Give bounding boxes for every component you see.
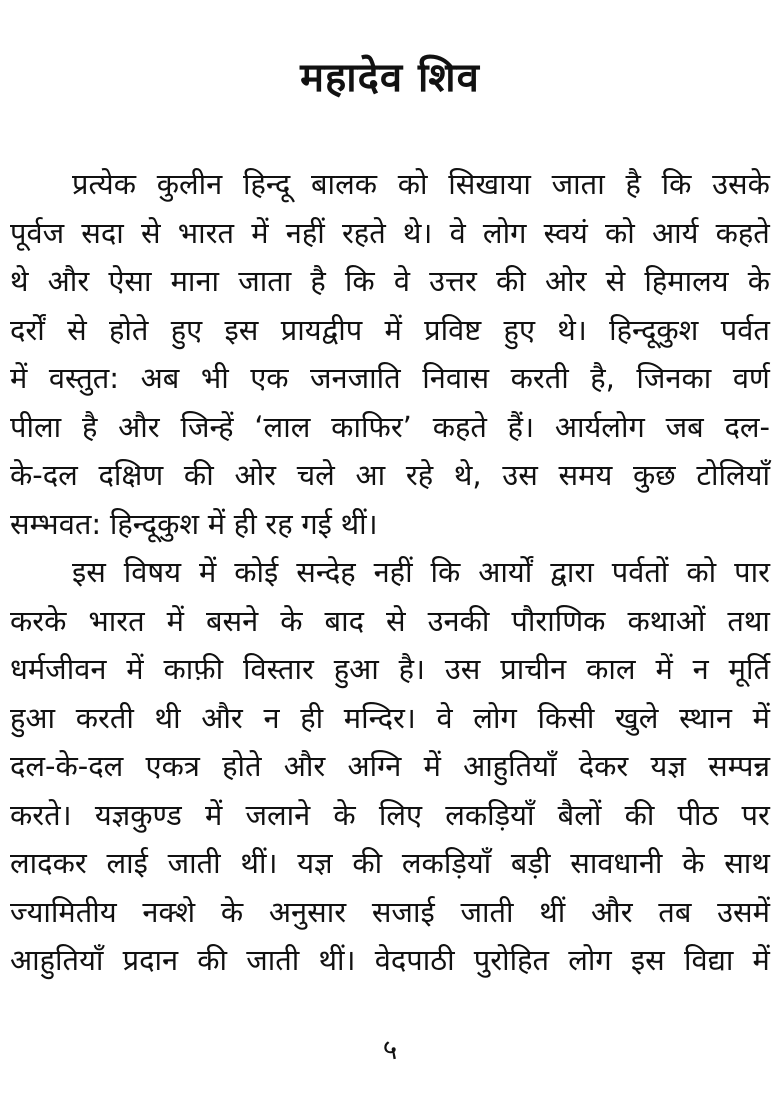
text-line (10, 160, 770, 209)
word: मन्दिर। (343, 700, 416, 735)
page-number: ५ (382, 1033, 398, 1066)
text-line (10, 742, 770, 791)
word: उस (444, 652, 481, 686)
word: खुले (615, 700, 659, 735)
word: में (384, 312, 402, 347)
word: समय (558, 458, 613, 492)
word: थे, (453, 458, 482, 492)
word: पीठ (677, 797, 719, 832)
text-line (10, 888, 770, 937)
word: काफिर’ (331, 409, 412, 444)
word: में (166, 603, 185, 638)
word: न (263, 700, 280, 735)
word: और (118, 409, 160, 444)
word: के (280, 603, 303, 638)
word: जाता (551, 167, 605, 201)
word: के (220, 894, 244, 929)
word: वे (449, 215, 466, 250)
word: अग्नि (347, 749, 402, 783)
word: स्वयं (543, 215, 588, 250)
word: होते (222, 749, 262, 783)
word: आर्यों (478, 555, 533, 589)
word: में (207, 506, 226, 541)
word: और (201, 700, 243, 735)
word: एकत्र (145, 749, 200, 783)
word: यज्ञकुण्ड (94, 797, 182, 832)
word: सिखाया (448, 167, 531, 201)
word: पार (734, 555, 770, 589)
word: भी (200, 361, 229, 395)
word: जिन्हें (180, 409, 234, 444)
word: सावधानी (570, 846, 663, 880)
word: जाती (460, 894, 514, 929)
text-line (10, 839, 770, 888)
word: प्रत्येक (72, 167, 137, 201)
word: थीं। (240, 846, 278, 880)
word: पर्वतों (611, 555, 669, 589)
word: कुलीन (156, 167, 223, 201)
word: हुआ (333, 652, 379, 686)
word: और (47, 264, 90, 298)
word: करती (510, 361, 569, 395)
word: कि (661, 167, 692, 201)
word: है, (590, 361, 615, 395)
word: से (140, 215, 161, 250)
word: आ (355, 458, 386, 492)
word: रहे (405, 458, 434, 492)
word: वेदपाठी (374, 943, 455, 977)
text-line (10, 791, 770, 840)
word: मूर्ति (728, 652, 770, 686)
word: करके (10, 603, 67, 638)
word: कोई (234, 555, 279, 589)
word: प्रायद्वीप (280, 312, 363, 347)
word: थी (154, 700, 181, 735)
word: उनकी (427, 603, 490, 638)
word: ओर (544, 264, 587, 298)
word: को (686, 555, 717, 589)
text-line (10, 403, 770, 452)
word: में (423, 749, 441, 783)
word: ऐसा (108, 264, 152, 298)
word: सम्भवत: (10, 506, 102, 541)
text-line (10, 257, 770, 306)
word: लाई (106, 846, 148, 880)
word: वे (393, 264, 410, 298)
word: धर्मजीवन (10, 652, 107, 686)
word: की (496, 264, 526, 298)
word: जब (665, 409, 704, 444)
word: जाती (167, 846, 221, 880)
word: कि (430, 555, 461, 589)
word: लिए (378, 797, 423, 832)
word: भारत (177, 215, 235, 250)
word: दल- (724, 409, 770, 444)
word: में (10, 361, 28, 395)
word: जलाने (245, 797, 311, 832)
word: हिन्दूकुश (609, 312, 699, 347)
word: को (397, 167, 428, 201)
word: को (605, 215, 635, 250)
word: थे। (402, 215, 433, 250)
word: और (283, 749, 326, 783)
word: प्रदान (122, 943, 179, 977)
word: ही (300, 700, 324, 735)
word: तब (658, 894, 692, 929)
word: करते। (10, 797, 72, 832)
word: उसके (712, 167, 770, 201)
word: बसने (206, 603, 259, 638)
word: पर्वत (720, 312, 770, 347)
word: सजाई (371, 894, 435, 929)
word: उसमें (717, 894, 770, 929)
word: यज्ञ (297, 846, 333, 880)
word: निवास (422, 361, 490, 395)
text-line (10, 209, 770, 258)
word: दक्षिण (98, 458, 164, 492)
word: हिन्दू (243, 167, 291, 201)
word: ओर (234, 458, 276, 492)
word: के (747, 264, 770, 298)
word: जनजाति (310, 361, 401, 395)
word: कहते (432, 409, 487, 444)
word: नहीं (285, 215, 325, 250)
word: पीला (10, 409, 62, 444)
word: सदा (81, 215, 124, 250)
word: द्वारा (550, 555, 594, 589)
word: थे (10, 264, 29, 298)
word: में (752, 700, 770, 735)
word: करती (75, 700, 134, 735)
word: दर्रों (10, 312, 45, 347)
text-line (10, 597, 770, 646)
text-line (10, 451, 770, 500)
word: भारत (88, 603, 145, 638)
word: स्थान (679, 700, 732, 735)
word: लोग (473, 700, 517, 735)
word: आर्यलोग (554, 409, 645, 444)
word: है (625, 167, 641, 201)
word: से (67, 312, 87, 347)
word: गई (301, 506, 332, 541)
body-text (10, 160, 770, 985)
word: चले (296, 458, 335, 492)
word: उत्तर (429, 264, 477, 298)
word: बालक (311, 167, 378, 201)
word: में (198, 555, 217, 589)
word: सम्पन्न (708, 749, 770, 783)
text-line (10, 500, 770, 549)
word: प्राचीन (500, 652, 567, 686)
word: की (183, 458, 214, 492)
word: हिमालय (644, 264, 729, 298)
word: बड़ी (510, 846, 551, 880)
word: थीं। (340, 506, 378, 541)
word: प्रविष्ट (424, 312, 482, 347)
word: वर्ण (732, 361, 770, 395)
word: हुआ (10, 700, 56, 735)
word: इस (72, 555, 106, 589)
word: थे। (557, 312, 587, 347)
word: और (591, 894, 633, 929)
word: यज्ञ (650, 749, 686, 783)
word: से (605, 264, 626, 298)
word: के-दल (10, 458, 78, 492)
word: किसी (537, 700, 595, 735)
word: के (333, 797, 356, 832)
word: कथाओं (627, 603, 706, 638)
word: जाती (246, 943, 300, 977)
word: अब (140, 361, 180, 395)
word: थीं (539, 894, 566, 929)
word: ज्यामितीय (10, 894, 117, 929)
word: टोलियाँ (696, 458, 770, 492)
word: इस (224, 312, 259, 347)
word: विस्तार (243, 652, 314, 686)
word: कुछ (633, 458, 676, 492)
word: रहते (341, 215, 386, 250)
word: तथा (727, 603, 770, 638)
text-line (10, 936, 770, 985)
word: बाद (324, 603, 364, 638)
word: है। (398, 652, 425, 686)
word: पौराणिक (511, 603, 606, 638)
chapter-title: महादेव शिव (300, 55, 480, 101)
word: कि (344, 264, 375, 298)
word: है (81, 409, 98, 444)
word: ही (233, 506, 257, 541)
text-line (10, 354, 770, 403)
word: बैलों (557, 797, 602, 832)
word: कहते (715, 215, 770, 250)
word: आहुतियाँ (463, 749, 557, 783)
word: पूर्वज (10, 215, 65, 250)
text-line (10, 645, 770, 694)
word: आहुतियाँ (10, 943, 104, 977)
word: साथ (724, 846, 770, 880)
word: जिनका (636, 361, 712, 395)
word: न (692, 652, 709, 686)
word: देकर (578, 749, 629, 783)
word: आर्य (651, 215, 699, 250)
word: हुए (503, 312, 535, 347)
word: होते (109, 312, 149, 347)
word: की (352, 846, 383, 880)
word: की (197, 943, 228, 977)
word: सन्देह (296, 555, 356, 589)
word: है (310, 264, 326, 298)
word: नहीं (373, 555, 413, 589)
word: लकड़ियाँ (401, 846, 492, 880)
word: लोग (568, 943, 612, 977)
text-line (10, 694, 770, 743)
word: रह (265, 506, 293, 541)
word: ‘लाल (254, 409, 311, 444)
word: की (624, 797, 655, 832)
word: लादकर (10, 846, 87, 880)
word: विषय (123, 555, 182, 589)
word: में (655, 652, 673, 686)
text-line (10, 306, 770, 355)
word: पर (741, 797, 770, 832)
word: माना (170, 264, 220, 298)
word: में (251, 215, 269, 250)
word: एक (250, 361, 289, 395)
word: काफ़ी (163, 652, 224, 686)
word: लकड़ियाँ (445, 797, 535, 832)
word: हुए (170, 312, 203, 347)
word: जाता (238, 264, 292, 298)
word: वे (436, 700, 453, 735)
text-line (10, 548, 770, 597)
word: थीं। (318, 943, 356, 977)
word: नक्शे (142, 894, 196, 929)
word: के (682, 846, 705, 880)
word: में (752, 943, 770, 977)
word: इस (630, 943, 665, 977)
word: हैं। (507, 409, 535, 444)
word: दल-के-दल (10, 749, 124, 783)
word: में (126, 652, 144, 686)
word: से (385, 603, 406, 638)
word: विद्या (683, 943, 734, 977)
word: हिन्दूकुश (109, 506, 200, 541)
word: पुरोहित (473, 943, 550, 977)
word: लोग (482, 215, 527, 250)
word: उस (502, 458, 538, 492)
word: वस्तुत: (48, 361, 120, 395)
word: काल (586, 652, 636, 686)
word: में (204, 797, 223, 832)
word: अनुसार (268, 894, 347, 929)
